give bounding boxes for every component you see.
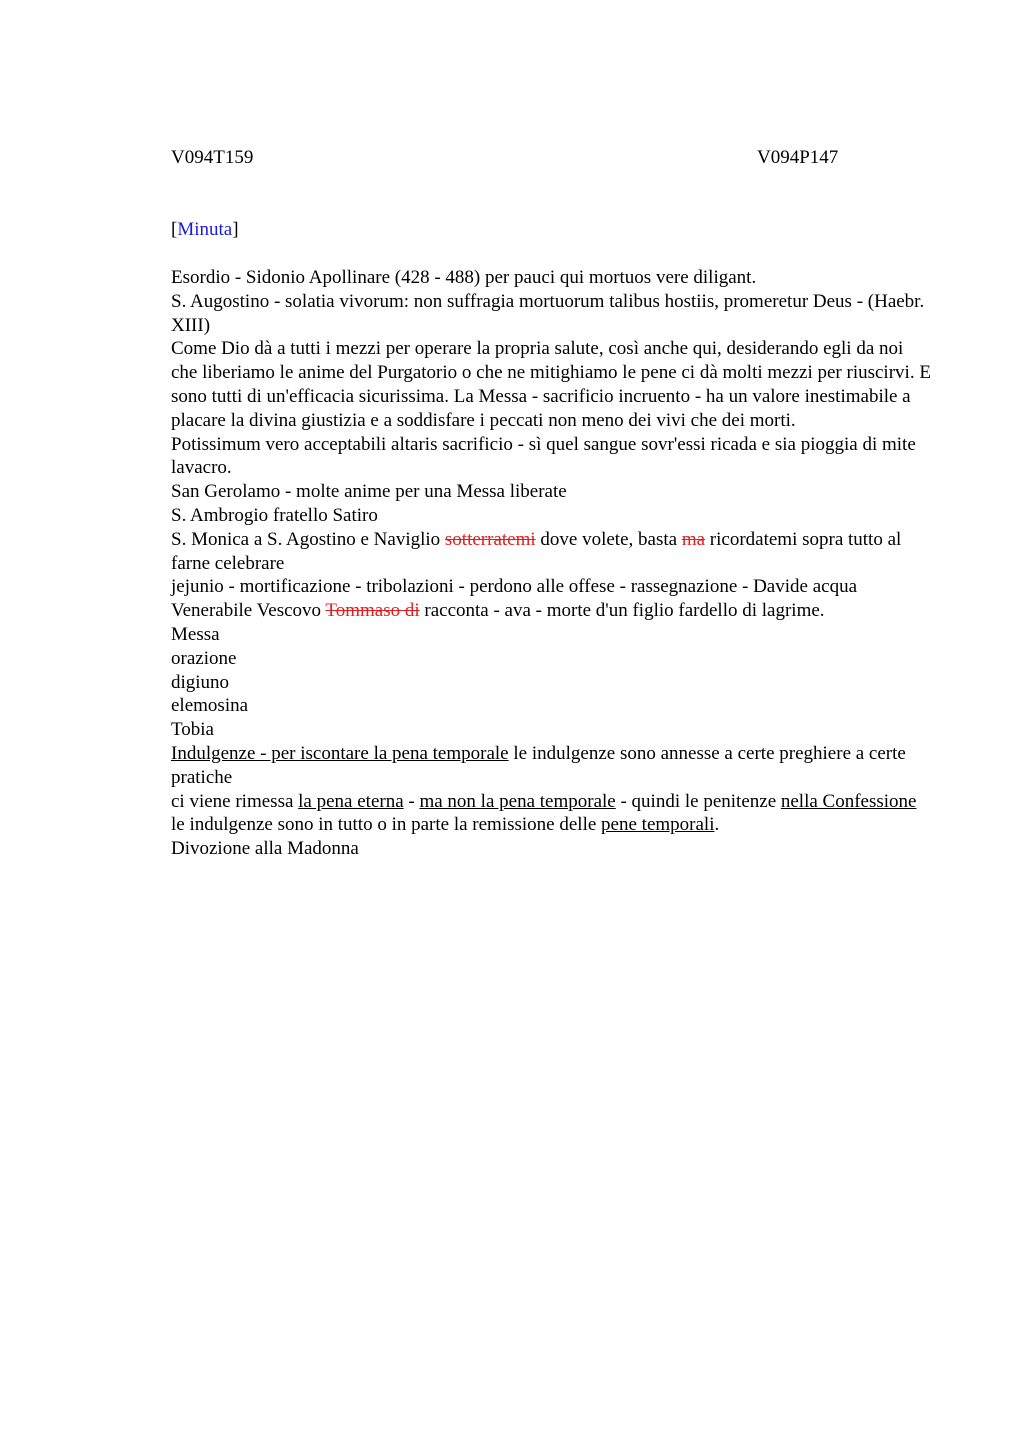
text-segment: Venerabile Vescovo (171, 600, 326, 622)
text-segment: dove volete, basta (535, 528, 682, 550)
deleted-text: sotterratemi (444, 528, 536, 550)
list-item: digiuno (171, 671, 230, 693)
underlined-text: ma non la pena temporale (419, 790, 616, 812)
text-segment: S. Monica a S. Agostino e Naviglio (171, 528, 445, 550)
bracket-close: ] (232, 219, 239, 240)
list-item: orazione (171, 647, 237, 669)
text-line: S. Augostino - solatia vivorum: non suffragia mortuorum talibus hostiis, promeretur Deus - (Haebr. XIII) (171, 290, 925, 336)
underlined-text: la pena eterna (298, 790, 404, 812)
text-segment: ci viene rimessa (171, 790, 299, 812)
text-line: Esordio - Sidonio Apollinare (428 - 488) per pauci qui mortuos vere diligant. (171, 267, 757, 288)
text-line: Potissimum vero acceptabili altaris sacrificio - sì quel sangue sovr'essi ricada e sia pioggia di mite lavacro. (171, 433, 916, 479)
text-line: San Gerolamo - molte anime per una Messa liberate (171, 481, 567, 503)
document-code-left: V094T159 (171, 147, 254, 168)
list-item: elemosina (171, 695, 249, 717)
text-segment: ricordatemi sopra tutto al farne celebrare (171, 528, 902, 574)
bracket-open: [ (171, 219, 178, 240)
deleted-text: Tommaso di (325, 600, 420, 622)
text-segment: - quindi le penitenze (615, 790, 781, 812)
underlined-text: nella Confessione (780, 790, 917, 812)
document-body (171, 266, 931, 861)
underlined-text: pene temporali (601, 814, 715, 836)
text-line: jejunio - mortificazione - tribolazioni - perdono alle offese - rassegnazione - Davide acqua (171, 576, 858, 598)
text-segment: le indulgenze sono annesse a certe preghiere a certe pratiche (171, 742, 906, 788)
text-segment: racconta - ava - morte d'un figlio fardello di lagrime. (419, 600, 825, 622)
list-item: Tobia (171, 719, 214, 741)
document-code-right: V094P147 (757, 147, 839, 168)
text-line: Divozione alla Madonna (171, 838, 359, 860)
deleted-text: ma (681, 528, 706, 550)
text-segment: le indulgenze sono in tutto o in parte la remissione delle (171, 814, 602, 836)
text-line-with-deletions (171, 599, 931, 623)
minuta-heading (171, 219, 239, 241)
list-item: Messa (171, 623, 220, 645)
underlined-text: Indulgenze - per iscontare la pena temporale (171, 742, 509, 764)
minuta-link[interactable]: Minuta (177, 219, 233, 240)
text-paragraph: Come Dio dà a tutti i mezzi per operare la propria salute, così anche qui, desiderando egli da noi che liberiamo le anime del Purgatorio o che ne mitighiamo le pene ci dà molti mezzi per riuscirvi. E sono tutti di un'efficacia sicurissima. La Messa - sacrificio incruento - ha un valore inestimabile a placare la divina giustizia e a soddisfare i peccati non meno dei vivi che dei morti. (171, 338, 931, 431)
text-line-with-underline (171, 742, 931, 790)
text-segment: . (714, 814, 720, 836)
text-line: S. Ambrogio fratello Satiro (171, 504, 378, 526)
text-line-with-deletions (171, 528, 931, 576)
text-line-with-underline (171, 790, 931, 838)
text-segment: - (403, 790, 420, 812)
